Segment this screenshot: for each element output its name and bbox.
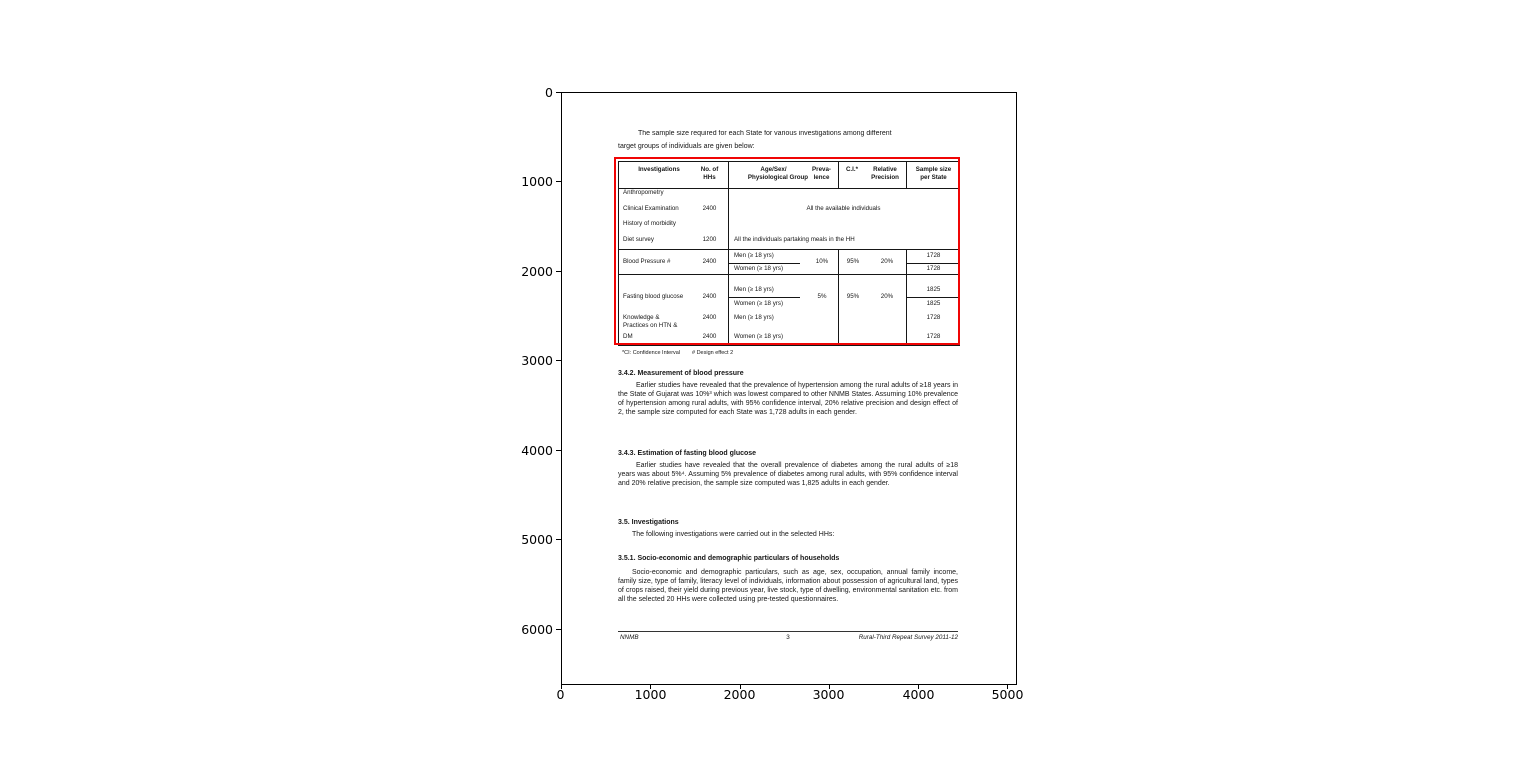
section-body-342: Earlier studies have revealed that the prevalence of hypertension among the rural adults of ≥18 years in the State of Gujarat was 10%³ which was lowest compared to other NNMB States. Assuming 10% prevalence of hypertension among rural adults, with 95% confidence interval, 20% relative precision and design effect of 2, the sample size computed for each State was 1,728 adults in each gender. — [618, 382, 958, 416]
table-cell-sample-size: 1728 — [926, 333, 941, 340]
col-header-precision: Relative — [873, 166, 897, 173]
col-header-precision: Precision — [871, 174, 899, 181]
table-cell-sample-size: 1728 — [926, 265, 941, 272]
col-header-agesex: Age/Sex/ — [760, 166, 787, 173]
section-heading-343: 3.4.3. Estimation of fasting blood glucose — [618, 450, 757, 457]
y-axis-tick-label: 1000 — [521, 174, 553, 189]
section-body-351: Socio-economic and demographic particulars, such as age, sex, occupation, annual family income, family size, type of family, literacy level of individuals, information about possession of agricultural land, types of crops raised, their yield during previous year, live stock, type of dwelling, environmental sanitation etc. from all the selected 20 HHs were collected using pre-tested questionnaires. — [618, 569, 958, 603]
table-cell-sample-size: 1728 — [926, 252, 941, 259]
table-cell-investigation: Anthropometry — [623, 189, 664, 196]
x-axis-tick-label: 2000 — [723, 687, 756, 702]
table-cell-group: Men (≥ 18 yrs) — [734, 252, 774, 259]
table-span-all-individuals: All the available individuals — [806, 205, 881, 212]
section-body-343: Earlier studies have revealed that the overall prevalence of diabetes among the rural adults of ≥18 years was about 5%⁴. Assuming 5% prevalence of diabetes among rural adults, with 95% confidence interval and 20% relative precision, the sample size computed was 1,825 adults in each gender. — [618, 462, 958, 487]
x-axis-tick-label: 5000 — [991, 687, 1024, 702]
footer-right: Rural-Third Repeat Survey 2011-12 — [858, 634, 958, 641]
section-body-35: The following investigations were carried out in the selected HHs: — [632, 531, 835, 538]
table-cell-investigation: Diet survey — [623, 236, 654, 243]
table-cell-hhs: 2400 — [702, 205, 717, 212]
table-cell-investigation: Knowledge & — [623, 314, 660, 321]
table-highlight-annotation — [614, 157, 960, 345]
intro-text-line2: target groups of individuals are given below: — [618, 143, 755, 150]
intro-text-line1: The sample size required for each State for various investigations among different — [638, 130, 892, 137]
x-axis-tick-label: 4000 — [902, 687, 935, 702]
table-cell-prevalence: 5% — [817, 293, 827, 300]
table-cell-sample-size: 1728 — [926, 314, 941, 321]
table-cell-group: Men (≥ 18 yrs) — [734, 314, 774, 321]
table-cell-sample-size: 1825 — [926, 300, 941, 307]
y-axis-tick-label: 6000 — [521, 622, 553, 637]
table-cell-investigation: Fasting blood glucose — [623, 293, 684, 300]
x-axis-tick-label: 0 — [556, 687, 565, 702]
col-header-sample-size: per State — [920, 174, 947, 181]
col-header-prevalence: Preva- — [812, 166, 831, 173]
table-span-meals: All the individuals partaking meals in the HH — [734, 236, 855, 243]
axes-frame — [561, 92, 1017, 685]
table-cell-ci: 95% — [846, 258, 860, 265]
table-cell-hhs: 1200 — [702, 236, 717, 243]
table-footnote-ci: *CI: Confidence Interval — [622, 350, 681, 356]
col-header-hhs: HHs — [703, 174, 716, 181]
table-cell-investigation: Blood Pressure # — [623, 258, 671, 265]
table-footnote-design-effect: # Design effect 2 — [692, 350, 734, 356]
table-cell-investigation: History of morbidity — [623, 220, 676, 227]
table-cell-hhs: 2400 — [702, 333, 717, 340]
y-axis-tick-label: 5000 — [521, 532, 553, 547]
document-page — [562, 93, 1016, 684]
col-header-investigations: Investigations — [638, 166, 680, 173]
table-cell-precision: 20% — [880, 293, 894, 300]
y-axis-tick-label: 2000 — [521, 264, 553, 279]
table-cell-hhs: 2400 — [702, 314, 717, 321]
table-cell-prevalence: 10% — [815, 258, 829, 265]
table-cell-ci: 95% — [846, 293, 860, 300]
table-cell-group: Men (≥ 18 yrs) — [734, 286, 774, 293]
table-cell-group: Women (≥ 18 yrs) — [734, 265, 784, 272]
table-cell-precision: 20% — [880, 258, 894, 265]
footer-rule — [618, 631, 958, 632]
section-heading-351: 3.5.1. Socio-economic and demographic particulars of households — [618, 555, 840, 562]
col-header-sample-size: Sample size — [915, 166, 952, 173]
table-cell-hhs: 2400 — [702, 258, 717, 265]
table-cell-investigation: Practices on HTN & — [623, 322, 678, 329]
footer-page-number: 3 — [786, 634, 790, 641]
section-heading-35: 3.5. Investigations — [618, 519, 679, 526]
y-axis-tick-label: 3000 — [521, 353, 553, 368]
footer-left: NNMB — [620, 634, 639, 641]
table-cell-investigation: Clinical Examination — [623, 205, 679, 212]
x-axis-tick-label: 3000 — [812, 687, 845, 702]
col-header-ci: C.I.* — [845, 166, 859, 173]
y-axis-tick-label: 0 — [545, 85, 553, 100]
col-header-hhs: No. of — [700, 166, 719, 173]
table-cell-group: Women (≥ 18 yrs) — [734, 300, 784, 307]
x-axis-tick-label: 1000 — [634, 687, 667, 702]
section-heading-342: 3.4.2. Measurement of blood pressure — [618, 370, 744, 377]
table-cell-sample-size: 1825 — [926, 286, 941, 293]
col-header-prevalence: lence — [813, 174, 830, 181]
table-cell-group: Women (≥ 18 yrs) — [734, 333, 784, 340]
col-header-agesex: Physiological Group — [747, 174, 809, 181]
table-cell-investigation: DM — [623, 333, 633, 340]
table-cell-hhs: 2400 — [702, 293, 717, 300]
y-axis-tick-label: 4000 — [521, 443, 553, 458]
